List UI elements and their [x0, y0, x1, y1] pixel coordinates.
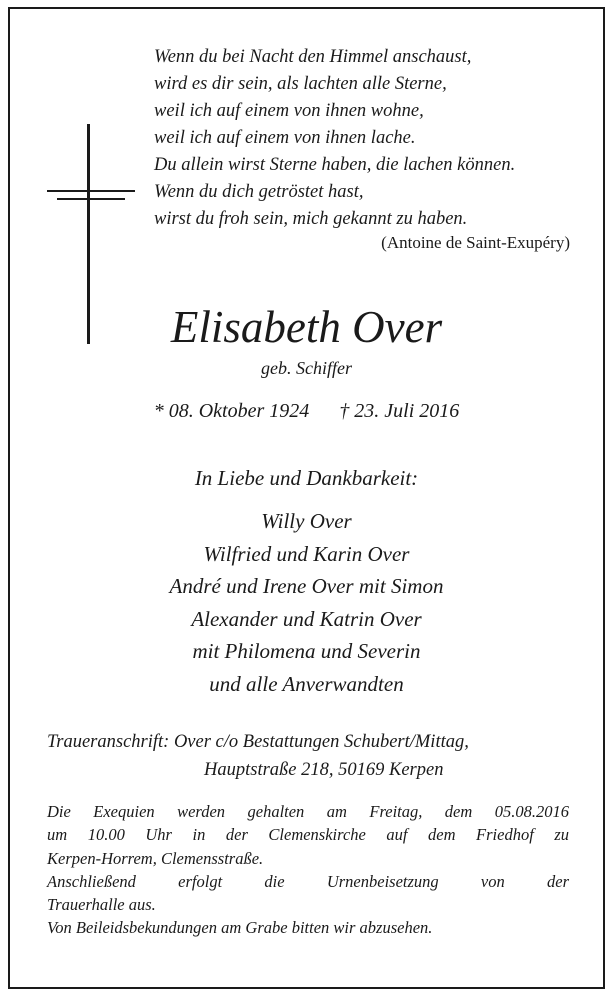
service-line: Von Beileidsbekundungen am Grabe bitten wir abzusehen.: [47, 918, 433, 938]
service-line: Anschließend erfolgt die Urnenbeisetzung von der: [47, 871, 569, 891]
deceased-name: Elisabeth Over: [170, 302, 443, 352]
poem-line: weil ich auf einem von ihnen lache.: [154, 128, 416, 148]
service-details: [47, 800, 569, 940]
poem-line: Du allein wirst Sterne haben, die lachen können.: [154, 155, 516, 175]
mourner: mit Philomena und Severin: [192, 639, 421, 664]
service-line: Kerpen-Horrem, Clemensstraße.: [47, 848, 264, 868]
poem: [154, 44, 574, 233]
mourner: Wilfried und Karin Over: [203, 541, 410, 566]
mourning-address: [0, 728, 613, 784]
address-line: Hauptstraße 218, 50169 Kerpen: [204, 760, 444, 780]
poem-author: (Antoine de Saint-Exupéry): [381, 233, 570, 252]
address-line: Traueranschrift: Over c/o Bestattungen Schubert/Mittag,: [47, 732, 469, 752]
service-line: Die Exequien werden gehalten am Freitag, dem 05.08.2016: [47, 802, 569, 821]
mourner: Willy Over: [261, 509, 352, 533]
poem-line: Wenn du bei Nacht den Himmel anschaust,: [154, 47, 472, 67]
birth-name: geb. Schiffer: [261, 358, 352, 378]
mourner: Alexander und Katrin Over: [191, 606, 422, 631]
cross-horizontal-bar-inner: [57, 198, 125, 200]
poem-line: Wenn du dich getröstet hast,: [154, 182, 364, 202]
cross-horizontal-bar: [47, 190, 135, 192]
birth-date: * 08. Oktober 1924: [153, 400, 310, 422]
poem-line: weil ich auf einem von ihnen wohne,: [154, 101, 424, 121]
service-line: um 10.00 Uhr in der Clemenskirche auf dem Friedhof zu: [47, 825, 569, 845]
mourners-list: [0, 505, 613, 701]
mourner: und alle Anverwandten: [209, 671, 404, 696]
death-date: † 23. Juli 2016: [339, 400, 460, 422]
poem-line: wird es dir sein, als lachten alle Sterne,: [154, 74, 447, 94]
life-dates: [0, 398, 613, 424]
mourner: André und Irene Over mit Simon: [169, 574, 444, 599]
service-line: Trauerhalle aus.: [47, 895, 156, 915]
poem-line: wirst du froh sein, mich gekannt zu haben.: [154, 209, 468, 229]
dedication: In Liebe und Dankbarkeit:: [194, 466, 419, 490]
